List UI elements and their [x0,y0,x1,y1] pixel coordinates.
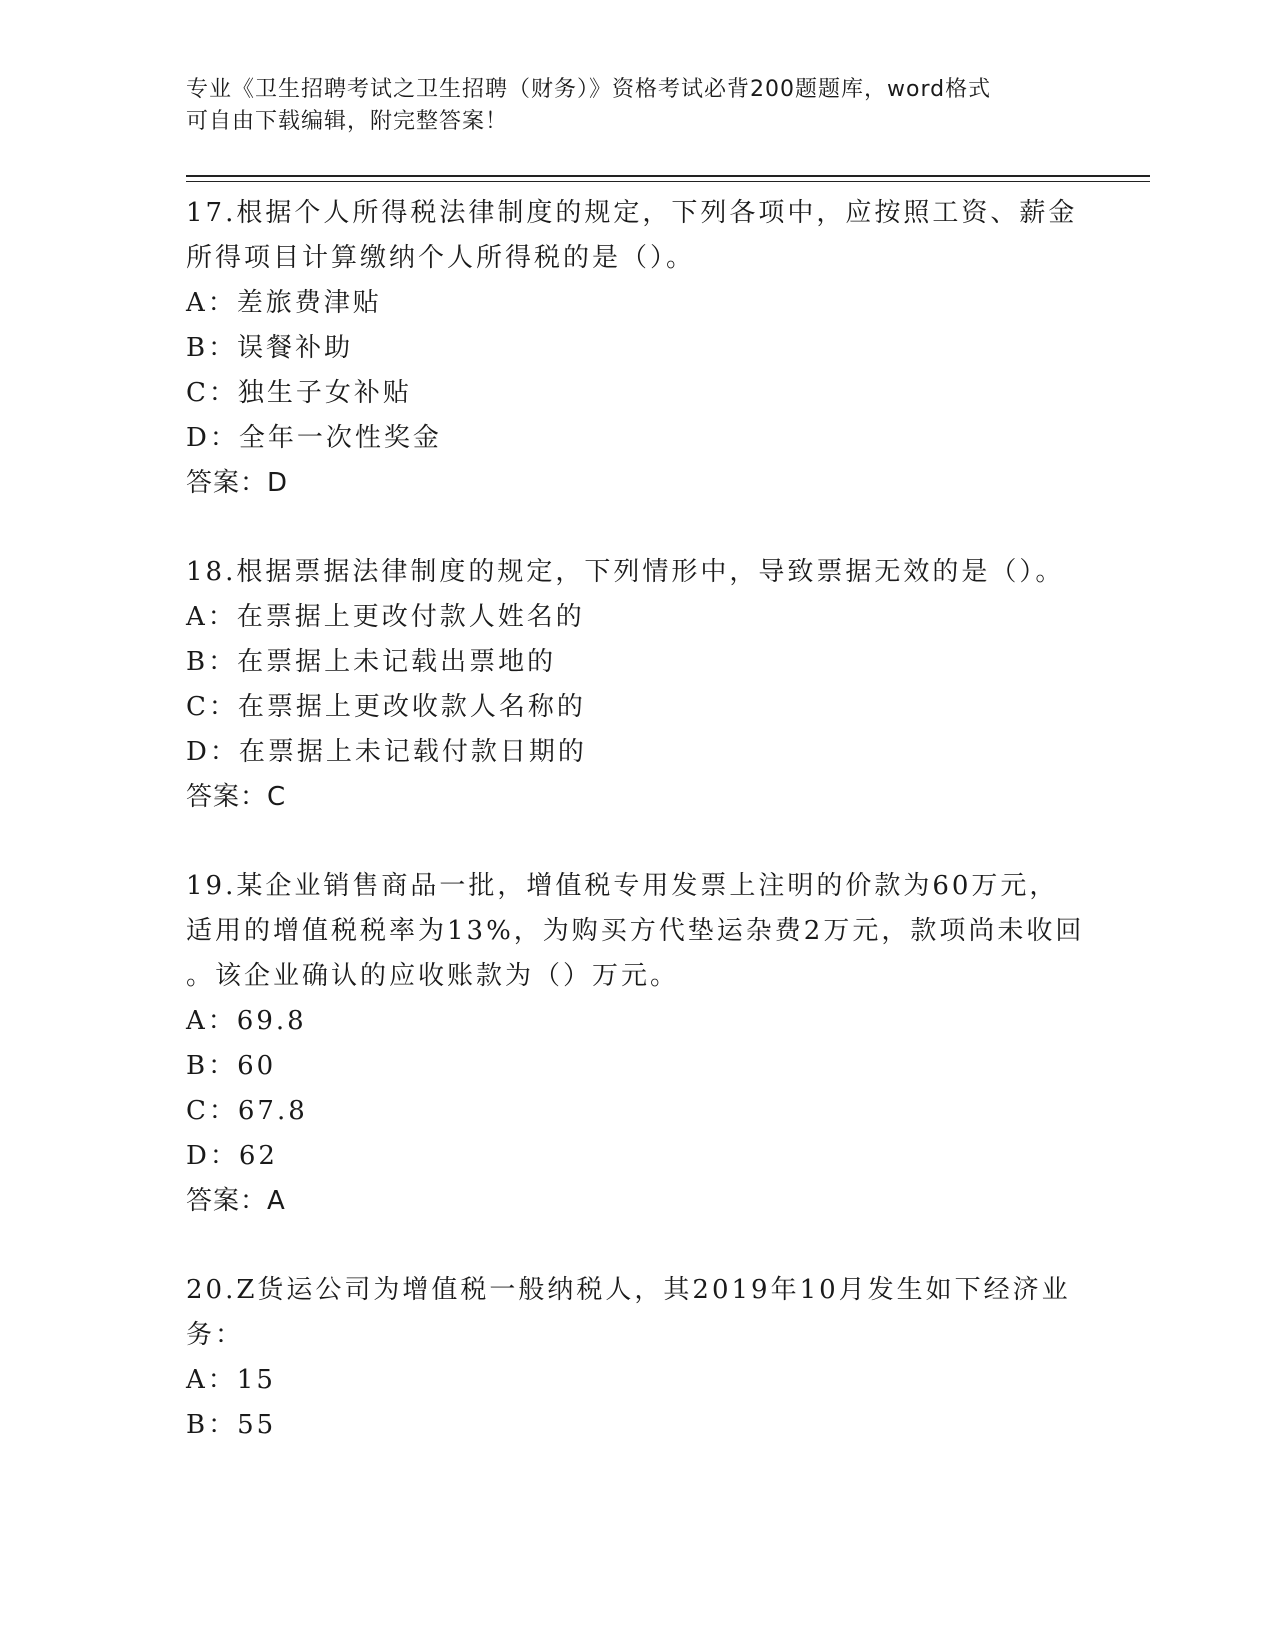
answer-line: 答案：C [186,782,287,812]
option-a: A：在票据上更改付款人姓名的 [186,602,585,632]
option-b: B：误餐补助 [186,333,354,363]
option-b: B：60 [186,1051,277,1081]
option-a: A：15 [186,1365,276,1395]
question-text-line: 18.根据票据法律制度的规定，下列情形中，导致票据无效的是（）。 [186,557,1065,587]
question-text-line: 所得项目计算缴纳个人所得税的是（）。 [186,243,696,273]
question-20 [186,1268,1086,1448]
question-18 [186,550,1086,820]
option-d: D：在票据上未记载付款日期的 [186,737,587,767]
question-text-line: 务： [186,1320,245,1350]
option-c: C：独生子女补贴 [186,378,412,408]
question-text-line: 。该企业确认的应收账款为（）万元。 [186,961,680,991]
question-19 [186,864,1086,1224]
header-rule-thin [186,181,1150,182]
header-rule-thick [186,175,1150,177]
document-header [186,74,1066,138]
option-d: D：全年一次性奖金 [186,423,442,453]
answer-line: 答案：D [186,468,289,498]
question-text-line: 17.根据个人所得税法律制度的规定，下列各项中，应按照工资、薪金 [186,198,1078,228]
option-b: B：55 [186,1410,277,1440]
header-line-2: 可自由下载编辑，附完整答案！ [186,109,509,134]
option-c: C：67.8 [186,1096,308,1126]
question-text-line: 适用的增值税税率为13%，为购买方代垫运杂费2万元，款项尚未收回 [186,916,1085,946]
question-text-line: 19.某企业销售商品一批，增值税专用发票上注明的价款为60万元， [186,871,1059,901]
option-b: B：在票据上未记载出票地的 [186,647,557,677]
option-a: A：69.8 [186,1006,307,1036]
option-a: A：差旅费津贴 [186,288,382,318]
question-17 [186,191,1086,506]
question-list [186,191,1086,1492]
answer-line: 答案：A [186,1186,286,1216]
question-text-line: 20.Z货运公司为增值税一般纳税人，其2019年10月发生如下经济业 [186,1275,1071,1305]
option-c: C：在票据上更改收款人名称的 [186,692,586,722]
header-line-1: 专业《卫生招聘考试之卫生招聘（财务）》资格考试必背200题题库，word格式 [186,77,992,102]
option-d: D：62 [186,1141,278,1171]
